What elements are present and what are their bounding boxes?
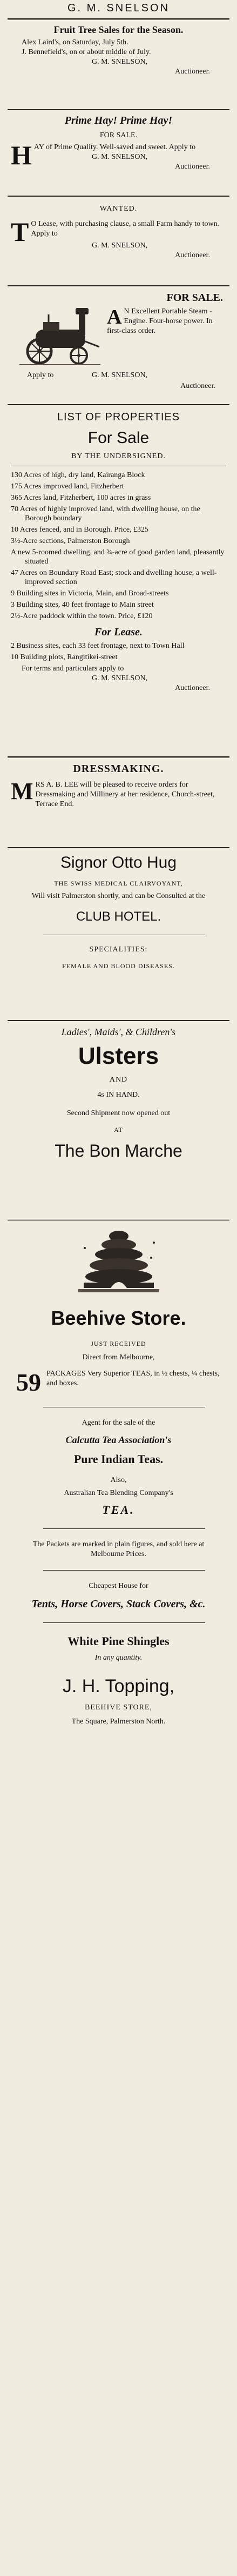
lease-listing: 10 Building plots, Rangitikei-street <box>11 653 118 661</box>
fruit-tree-sale-1: Alex Laird's, on Saturday, July 5th. <box>22 38 128 46</box>
prime-hay-for-sale: FOR SALE. <box>99 131 138 139</box>
divider <box>43 1528 205 1529</box>
divider <box>43 1622 205 1623</box>
ulsters-word: Ulsters <box>78 1043 159 1069</box>
shingles-quantity: In any quantity. <box>94 1654 143 1662</box>
engine-body: N Excellent Portable Steam - Engine. Four-horse power. In first-class order. <box>107 307 213 335</box>
package-description: PACKAGES Very Superior TEAS, in ½ chests, ¼ chests, and boxes. <box>46 1370 220 1387</box>
beehive-store-name: Beehive Store. <box>51 1307 186 1329</box>
beehive-direct: Direct from Melbourne, <box>82 1353 155 1361</box>
clairvoyant-title: THE SWISS MEDICAL CLAIRVOYANT, <box>54 880 183 887</box>
property-listing: 10 Acres fenced, and in Borough. Price, £325 <box>11 526 149 534</box>
clairvoyant-visit: Will visit Palmerston shortly, and can be Consulted at the <box>31 892 206 900</box>
auctioneer-role: Auctioneer. <box>175 684 210 692</box>
divider <box>8 109 229 110</box>
beehive-illustration <box>73 1226 165 1297</box>
fruit-tree-ad <box>5 24 232 105</box>
tea-label: TEA. <box>102 1503 135 1517</box>
clairvoyant-ad <box>5 853 232 1015</box>
lease-listing: 2 Business sites, each 33 feet frontage, next to Town Hall <box>11 642 185 650</box>
prime-hay-body: AY of Prime Quality. Well-saved and sweet. Apply to <box>33 143 196 151</box>
divider <box>8 404 229 405</box>
auctioneer-name: G. M. SNELSON <box>67 2 170 14</box>
bon-marche-name: The Bon Marche <box>55 1141 182 1160</box>
wanted-ad <box>5 201 232 281</box>
auctioneer-signature: G. M. SNELSON, <box>92 674 148 682</box>
cheapest-label: Cheapest House for <box>89 1582 148 1590</box>
fruit-tree-sale-2: J. Bennefield's, on or about middle of July. <box>22 48 151 56</box>
property-listing: 3½-Acre sections, Palmerston Borough <box>11 537 130 545</box>
steam-engine-ad <box>5 291 232 399</box>
auctioneer-header <box>5 0 232 17</box>
engine-heading: FOR SALE. <box>166 292 223 304</box>
drop-cap: A <box>107 306 122 328</box>
property-listing: 70 Acres of highly improved land, with dwelling house, on the Borough boundary <box>11 505 200 522</box>
australian-company: Australian Tea Blending Company's <box>64 1489 173 1497</box>
ulsters-hand: 4s IN HAND. <box>97 1091 140 1099</box>
property-listing: 175 Acres improved land, Fitzherbert <box>11 482 124 491</box>
association-name: Calcutta Tea Association's <box>65 1434 172 1445</box>
clairvoyant-hotel: CLUB HOTEL. <box>76 909 161 924</box>
divider <box>8 847 229 848</box>
engine-apply: Apply to <box>27 371 54 379</box>
auctioneer-signature: G. M. SNELSON, <box>92 58 148 66</box>
steam-engine-illustration <box>15 304 101 366</box>
ulsters-intro: Ladies', Maids', & Children's <box>61 1027 176 1037</box>
divider <box>8 1020 229 1021</box>
auctioneer-signature: G. M. SNELSON, <box>92 153 148 161</box>
lease-heading: For Lease. <box>94 626 143 638</box>
auctioneer-role: Auctioneer. <box>175 163 210 171</box>
property-listing: 2½-Acre paddock within the town. Price, £120 <box>11 612 153 620</box>
auctioneer-role: Auctioneer. <box>180 382 215 390</box>
properties-heading: LIST OF PROPERTIES <box>57 411 180 423</box>
auctioneer-role: Auctioneer. <box>175 68 210 76</box>
packets-note: The Packets are marked in plain figures, and sold here at Melbourne Prices. <box>32 1540 205 1558</box>
property-listing: 130 Acres of high, dry land, Kairanga Block <box>11 471 145 479</box>
owner-name: J. H. Topping, <box>62 1676 175 1696</box>
tents-covers: Tents, Horse Covers, Stack Covers, &c. <box>31 1598 206 1610</box>
property-listing: 9 Building sites in Victoria, Main, and Broad-streets <box>11 589 169 598</box>
divider <box>8 756 229 758</box>
wanted-body: O Lease, with purchasing clause, a small Farm handy to town. Apply to <box>31 220 220 238</box>
dressmaking-heading: DRESSMAKING. <box>73 763 164 775</box>
properties-ad <box>5 410 232 755</box>
wanted-heading: WANTED. <box>99 205 138 213</box>
divider <box>8 1219 229 1220</box>
ulsters-shipment: Second Shipment now opened out <box>66 1109 171 1117</box>
drop-cap: M <box>11 778 33 804</box>
property-listing: 47 Acres on Boundary Road East; stock and dwelling house; a well-improved section <box>11 569 217 586</box>
properties-by-undersigned: BY THE UNDERSIGNED. <box>71 452 166 460</box>
drop-cap: H <box>11 140 32 170</box>
property-listing: 365 Acres land, Fitzherbert, 100 acres in grass <box>11 494 151 502</box>
dressmaking-body: RS A. B. LEE will be pleased to receive orders for Dressmaking and Millinery at her residence, Church-street, Terrace End. <box>35 781 215 808</box>
divider <box>8 285 229 286</box>
beehive-just-received: JUST RECEIVED <box>91 1340 146 1347</box>
lease-property-list <box>11 641 226 662</box>
prime-hay-heading: Prime Hay! Prime Hay! <box>64 115 173 126</box>
divider <box>8 196 229 197</box>
shingles-heading: White Pine Shingles <box>67 1634 170 1648</box>
prime-hay-ad <box>5 113 232 192</box>
sale-property-list <box>11 471 226 621</box>
clairvoyant-name: Signor Otto Hug <box>60 854 177 871</box>
beehive-ad <box>5 1226 232 2566</box>
auctioneer-role: Auctioneer. <box>175 251 210 259</box>
dressmaking-ad <box>5 762 232 843</box>
package-count: 59 <box>16 1369 41 1396</box>
ulsters-ad <box>5 1025 232 1215</box>
agent-label: Agent for the sale of the <box>82 1419 155 1427</box>
specialities-list: FEMALE AND BLOOD DISEASES. <box>62 962 175 970</box>
ulsters-at: AT <box>114 1126 123 1133</box>
specialities-heading: SPECIALITIES: <box>89 945 148 954</box>
divider <box>8 18 229 20</box>
owner-store: BEEHIVE STORE, <box>85 1703 152 1712</box>
auctioneer-signature: G. M. SNELSON, <box>92 371 148 379</box>
ulsters-and: AND <box>109 1076 128 1084</box>
divider <box>43 1570 205 1571</box>
owner-address: The Square, Palmerston North. <box>71 1718 166 1726</box>
property-listing: A new 5-roomed dwelling, and ¾-acre of good garden land, pleasantly situated <box>11 548 225 566</box>
fruit-tree-heading: Fruit Tree Sales for the Season. <box>53 24 184 35</box>
properties-terms: For terms and particulars apply to <box>22 665 124 673</box>
indian-teas: Pure Indian Teas. <box>73 1452 164 1466</box>
properties-for-sale: For Sale <box>87 429 150 447</box>
auctioneer-signature: G. M. SNELSON, <box>92 242 148 250</box>
drop-cap: T <box>11 217 29 247</box>
property-listing: 3 Building sites, 40 feet frontage to Main street <box>11 601 154 609</box>
also-label: Also, <box>110 1476 127 1484</box>
